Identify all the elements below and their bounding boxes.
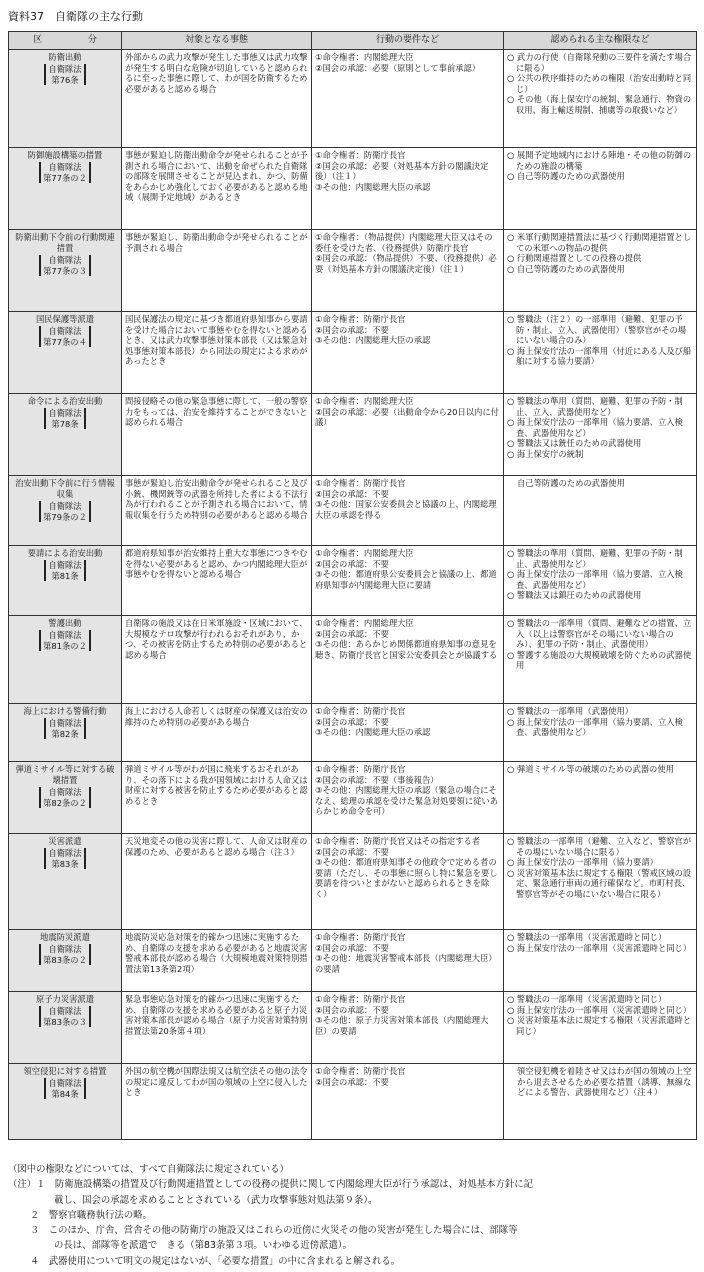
notes-intro: （図中の権限などについては、すべて自衛隊法に規定されている）	[8, 1164, 289, 1175]
requirements-cell	[312, 148, 504, 230]
requirement-item: ①命令権者：内閣総理大臣	[315, 52, 414, 62]
authority-item: ○ 警職法の準用（質問、避難、犯罪の予防・制止、武器使用など）	[507, 548, 693, 569]
note-3-continued: の長は、部隊等を派遣で きる（第83条第３項。いわゆる近傍派遣）。	[54, 1240, 352, 1252]
law-reference	[39, 944, 91, 965]
target-situation-cell: 外部からの武力攻撃が発生した事態又は武力攻撃が発生する明白な危険が切迫していると認められるに至った事態に際して、わが国を防衛するため必要があると認める場合	[122, 50, 312, 148]
note-4-label: ４	[30, 1255, 40, 1267]
target-situation-cell: 外国の航空機が国際法規又は航空法その他の法令の規定に違反してわが国の領域の上空に侵入したとき	[122, 1064, 312, 1140]
law-reference	[44, 408, 85, 429]
requirement-item: ①命令権者：防衛庁長官	[315, 932, 406, 942]
requirement-item: ①命令権者：防衛庁長官	[315, 150, 406, 160]
category-cell	[9, 834, 122, 930]
note-4-text: 武器使用について明文の規定はないが、「必要な措置」の中に含まれると解される。	[48, 1255, 401, 1267]
law-reference	[39, 787, 91, 808]
target-situation-cell: 国民保護法の規定に基づき都道府県知事から要請を受けた場合において事態やむを得ないと認めるとき、又は武力攻撃事態対策本部長（又は緊急対処事態対策本部長）から同法の規定による求めがあったとき	[122, 312, 312, 394]
category-name: 要請による治安出動	[27, 548, 103, 558]
law-reference	[39, 501, 91, 522]
requirements-cell	[312, 546, 504, 616]
table-row	[9, 50, 697, 148]
requirements-cell	[312, 50, 504, 148]
requirement-item: ③その他：地震災害警戒本部長（内閣総理大臣）の要請	[315, 953, 497, 974]
authority-item: ○ 海上保安庁法の一部準用（災害派遣時と同じ）	[507, 943, 693, 954]
authorities-cell	[504, 704, 697, 762]
category-cell	[9, 476, 122, 546]
notes-section	[8, 1162, 698, 1269]
law-article: 第83条の２	[43, 954, 87, 965]
authorities-cell	[504, 834, 697, 930]
authority-item: ○ 警護する施設の大規模破壊を防ぐための武器使用	[507, 650, 693, 671]
law-name: 自衛隊法	[48, 255, 82, 265]
authorities-cell	[504, 50, 697, 148]
authority-item: ○ 海上保安庁法の一部準用（付近にある人及び船舶に対する協力要請）	[507, 346, 693, 367]
law-name: 自衛隊法	[48, 944, 82, 954]
requirements-cell	[312, 704, 504, 762]
requirement-item: ②国会の承認：不要	[315, 488, 389, 499]
category-cell	[9, 230, 122, 312]
authorities-cell	[504, 312, 697, 394]
requirement-item: ①命令権者：内閣総理大臣	[315, 618, 414, 628]
category-name: 弾道ミサイル等に対する破壊措置	[15, 764, 115, 785]
authorities-cell	[504, 476, 697, 546]
category-name: 海上における警備行動	[23, 706, 107, 716]
requirement-item: ③その他：都道府県公安委員会と協議の上、都道府県知事が内閣総理大臣に要請	[315, 569, 497, 590]
requirement-item: ①命令権者：内閣総理大臣	[315, 396, 414, 406]
requirement-item: ②国会の承認：不要	[315, 1004, 389, 1015]
header-requirements: 行動の要件など	[312, 32, 504, 50]
table-row	[9, 148, 697, 230]
target-situation-cell: 弾道ミサイル等がわが国に飛来するおそれがあり、その落下による我が国領域における人命又は財産に対する被害を防止するため必要があると認めるとき	[122, 762, 312, 834]
law-name: 自衛隊法	[48, 1006, 82, 1016]
requirements-cell	[312, 616, 504, 704]
requirement-item: ①命令権者：（物品提供）内閣総理大臣又はその委任を受けた者、（役務提供）防衛庁長官	[315, 232, 493, 253]
authority-item: ○ 警職法の準用（質問、避難、犯罪の予防・制止、立入、武器使用など）	[507, 396, 693, 417]
requirement-item: ①命令権者：防衛庁長官	[315, 1066, 406, 1076]
table-header-row	[9, 32, 697, 50]
requirement-item: ②国会の承認：不要（事後報告）	[315, 774, 439, 785]
law-article: 第77条の３	[43, 265, 87, 276]
category-cell	[9, 616, 122, 704]
law-name: 自衛隊法	[48, 162, 82, 172]
requirement-item: ①命令権者：防衛庁長官	[315, 994, 406, 1004]
header-category-right: 分	[87, 35, 97, 46]
authority-item: ○ 警職法の一部準用（武器使用）	[507, 706, 693, 717]
requirement-item: ③その他：内閣総理大臣の承認	[315, 727, 431, 738]
category-cell	[9, 762, 122, 834]
note-2-label: ２	[30, 1209, 40, 1221]
authorities-cell	[504, 1064, 697, 1140]
authorities-cell	[504, 930, 697, 992]
law-name: 自衛隊法	[48, 501, 82, 511]
target-situation-cell: 天災地変その他の災害に際して、人命又は財産の保護のため、必要があると認める場合（注３）	[122, 834, 312, 930]
authority-item: ○ 災害対策基本法に規定する権限（警戒区域の設定、緊急通行車両の通行確保など。市町村長、警察官等がその場にいない場合に限る）	[507, 868, 693, 900]
authority-item: ○ その他（海上保安庁の統制、緊急通行、物資の収用、海上輸送規制、捕虜等の取扱いなど）	[507, 94, 693, 115]
category-cell	[9, 394, 122, 476]
category-name: 警護出動	[48, 618, 82, 628]
category-name: 地震防災派遣	[40, 932, 90, 942]
requirement-item: ②国会の承認：不要	[315, 1076, 389, 1087]
authority-item: 領空侵犯機を着陸させ又はわが国の領域の上空から退去させるため必要な措置（誘導、無線などによる警告、武器使用など）（注４）	[517, 1066, 692, 1098]
law-article: 第84条	[51, 1088, 79, 1099]
requirement-item: ②国会の承認：不要	[315, 716, 389, 727]
table-row	[9, 762, 697, 834]
requirement-item: ②国会の承認：不要	[315, 558, 389, 569]
authority-item: ○ 警職法の一部準用（質問、避難などの措置、立入（以上は警察官がその場にいない場合のみ）、犯罪の予防・制止、武器使用）	[507, 618, 693, 650]
category-name: 原子力災害派遣	[35, 994, 95, 1004]
authority-item: ○ 海上保安庁の統制	[507, 449, 693, 460]
law-reference	[44, 848, 85, 869]
category-name: 国民保護等派遣	[35, 314, 95, 324]
authority-item: ○ 武力の行使（自衛隊発動の三要件を満たす場合に限る）	[507, 52, 693, 73]
law-name: 自衛隊法	[48, 718, 82, 728]
authority-item: 自己等防護のための武器使用	[517, 478, 625, 488]
requirement-item: ②国会の承認：不要	[315, 942, 389, 953]
requirements-cell	[312, 394, 504, 476]
requirement-item: ②国会の承認：不要	[315, 324, 389, 335]
header-category-left: 区	[33, 35, 43, 46]
requirements-cell	[312, 476, 504, 546]
requirement-item: ①命令権者：防衛庁長官	[315, 706, 406, 716]
target-situation-cell: 都道府県知事が治安維持上重大な事態につきやむを得ない必要があると認め、かつ内閣総理大臣が事態やむを得ないと認める場合	[122, 546, 312, 616]
target-situation-cell: 地震防災応急対策を的確かつ迅速に実施するため、自衛隊の支援を求める必要があると地震災害警戒本部長が認める場合（大規模地震対策特別措置法第13条第2項）	[122, 930, 312, 992]
law-article: 第83条	[51, 858, 79, 869]
law-reference	[39, 326, 91, 347]
target-situation-cell: 事態が緊迫し治安出動命令が発せられること及び小銃、機関銃等の武器を所持した者による不法行為が行われることが予測される場合において、情報収集を行うため特別の必要があると認める場合	[122, 476, 312, 546]
law-reference	[44, 1078, 85, 1099]
table-row	[9, 992, 697, 1064]
category-name: 防衛出動下令前の行動関連措置	[15, 232, 115, 253]
authority-item: ○ 海上保安庁法の一部準用（協力要請）	[507, 857, 693, 868]
requirement-item: ③その他：国家公安委員会と協議の上、内閣総理大臣の承認を得る	[315, 499, 497, 520]
table-row	[9, 616, 697, 704]
table-row	[9, 312, 697, 394]
note-3	[8, 1223, 698, 1238]
authority-item: ○ 警職法又は銃任のための武器使用	[507, 438, 693, 449]
authority-item: ○ 展開予定地域内における陣地・その他の防御のための施設の構築	[507, 150, 693, 171]
law-reference	[39, 255, 91, 276]
law-article: 第77条の２	[43, 172, 87, 183]
law-reference	[39, 162, 91, 183]
requirement-item: ③その他：原子力災害対策本部長（内閣総理大臣）の要請	[315, 1015, 489, 1036]
requirement-item: ③その他：内閣総理大臣の承認（緊急の場合にそなえ、総理の承認を受けた緊急対処要領に従いあらかじめ命令を可）	[315, 785, 499, 817]
target-situation-cell: 事態が緊迫し防衛出動命令が発せられることが予測される場合において、出動を命ぜられた自衛隊の部隊を展開させることが見込まれ、かつ、防備をあらかじめ強化しておく必要があると認める地域（展開予定地域）があるとき	[122, 148, 312, 230]
requirements-cell	[312, 992, 504, 1064]
note-1-text: 防衛施設構築の措置及び行動関連措置としての役務の提供に関して内閣総理大臣が行う承認は、対処基本方針に記	[54, 1179, 534, 1191]
authority-item: ○ 公共の秩序維持のための権限（治安出動時と同じ）	[507, 73, 693, 94]
table-row	[9, 546, 697, 616]
requirements-cell	[312, 1064, 504, 1140]
law-name: 自衛隊法	[48, 408, 82, 418]
authority-item: ○ 警職法（注２）の一部準用（避難、犯罪の予防・制止、立入、武器使用）（警察官がその場にいない場合のみ）	[507, 314, 693, 346]
authority-item: ○ 自己等防護のための武器使用	[507, 264, 693, 275]
requirement-item: ②国会の承認：必要（原則として事前承認）	[315, 62, 481, 73]
category-cell	[9, 930, 122, 992]
authority-item: ○ 海上保安庁法の一部準用（災害派遣時と同じ）	[507, 1005, 693, 1016]
requirement-item: ①命令権者：防衛庁長官	[315, 764, 406, 774]
authorities-cell	[504, 762, 697, 834]
header-category	[9, 32, 122, 50]
authorities-cell	[504, 546, 697, 616]
requirement-item: ①命令権者：防衛庁長官	[315, 478, 406, 488]
note-1-continued: 載し、国会の承認を求めることとされている（武力攻撃事態対処法第９条）。	[54, 1194, 378, 1206]
law-name: 自衛隊法	[48, 64, 82, 74]
law-reference	[44, 64, 85, 85]
authority-item: ○ 警職法の一部準用（避難、立入など、警察官がその場にいない場合に限る）	[507, 836, 693, 857]
category-name: 災害派遣	[48, 836, 82, 846]
authority-item: ○ 弾道ミサイル等の破壊のための武器の使用	[507, 764, 693, 775]
authorities-cell	[504, 616, 697, 704]
requirements-cell	[312, 312, 504, 394]
requirement-item: ②国会の承認：必要（対処基本方針の閣議決定後）（注１）	[315, 160, 489, 182]
category-cell	[9, 1064, 122, 1140]
authority-item: ○ 行動関連措置としての役務の提供	[507, 253, 693, 264]
header-target: 対象となる事態	[122, 32, 312, 50]
requirement-item: ②国会の承認：必要（出動命令から20日以内に付議）	[315, 406, 499, 428]
requirement-item: ③その他：都道府県知事その他政令で定める者の要請（ただし、その事態に照らし特に緊急を要し要請を待ついとまがないと認められるときを除く）	[315, 857, 498, 899]
authorities-cell	[504, 230, 697, 312]
authority-item: ○ 海上保安庁法の一部準用（協力要請、立入検査、武器使用など）	[507, 717, 693, 738]
law-name: 自衛隊法	[48, 630, 82, 640]
requirements-cell	[312, 762, 504, 834]
target-situation-cell: 間接侵略その他の緊急事態に際して、一般の警察力をもっては、治安を維持することができないと認められる場合	[122, 394, 312, 476]
note-4	[8, 1254, 698, 1269]
authority-item: ○ 自己等防護のための武器使用	[507, 171, 693, 182]
law-reference	[44, 560, 85, 581]
authority-item: ○ 海上保安庁法の一部準用（協力要請、立入検査、武器使用など）	[507, 417, 693, 438]
law-name: 自衛隊法	[48, 787, 82, 797]
authorities-cell	[504, 394, 697, 476]
table-body	[9, 50, 697, 1140]
requirement-item: ①命令権者：内閣総理大臣	[315, 548, 414, 558]
table-row	[9, 394, 697, 476]
note-2-text: 警察官職務執行法の略。	[48, 1209, 152, 1221]
target-situation-cell: 自衛隊の施設又は在日米軍施設・区域において、大規模なテロ攻撃が行われるおそれがあり、かつ、その被害を防止するため特別の必要があると認める場合	[122, 616, 312, 704]
requirements-cell	[312, 834, 504, 930]
law-article: 第76条	[51, 74, 79, 85]
category-name: 領空侵犯に対する措置	[23, 1066, 107, 1076]
law-reference	[39, 1006, 91, 1027]
law-name: 自衛隊法	[48, 848, 82, 858]
table-row	[9, 930, 697, 992]
note-1-label: （注）１	[8, 1179, 46, 1191]
note-3-text: このほか、庁舎、営舎その他の防衛庁の施設又はこれらの近傍に火災その他の災害が発生した場合には、部隊等	[48, 1225, 518, 1237]
law-name: 自衛隊法	[48, 560, 82, 570]
target-situation-cell: 事態が緊迫し、防衛出動命令が発せられることが予測される場合	[122, 230, 312, 312]
target-situation-cell: 海上における人命若しくは財産の保護又は治安の維持のため特別の必要がある場合	[122, 704, 312, 762]
law-name: 自衛隊法	[48, 1078, 82, 1088]
category-cell	[9, 148, 122, 230]
requirements-cell	[312, 930, 504, 992]
law-article: 第82条の２	[43, 797, 87, 808]
requirement-item: ②国会の承認：（物品提供）不要、（役務提供）必要（対処基本方針の閣議決定後）（注１）	[315, 253, 497, 274]
table-row	[9, 1064, 697, 1140]
table-row	[9, 834, 697, 930]
category-cell	[9, 312, 122, 394]
requirement-item: ②国会の承認：不要	[315, 846, 389, 857]
law-article: 第79条の２	[43, 511, 87, 522]
requirement-item: ②国会の承認：不要	[315, 628, 389, 639]
law-reference	[39, 630, 91, 651]
document-title: 資料37 自衛隊の主な行動	[8, 10, 143, 23]
law-article: 第82条	[51, 728, 79, 739]
category-cell	[9, 704, 122, 762]
law-article: 第77条の４	[43, 336, 87, 347]
table-row	[9, 704, 697, 762]
category-name: 治安出動下令前に行う情報収集	[15, 478, 115, 499]
target-situation-cell: 緊急事態応急対策を的確かつ迅速に実施するため、自衛隊の支援を求める必要があると原子力災害対策本部長が認める場合（原子力災害対策特別措置法第20条第４項）	[122, 992, 312, 1064]
authorities-cell	[504, 992, 697, 1064]
category-name: 命令による治安出動	[27, 396, 103, 406]
category-name: 防衛出動	[48, 52, 82, 62]
table-row	[9, 230, 697, 312]
authority-item: ○ 警職法又は鎮圧のための武器使用	[507, 590, 693, 601]
note-2	[8, 1208, 698, 1223]
law-article: 第83条の３	[43, 1016, 87, 1027]
table-row	[9, 476, 697, 546]
authority-item: ○ 海上保安庁法の一部準用（協力要請、立入検査、武器使用など）	[507, 569, 693, 590]
law-article: 第78条	[51, 418, 79, 429]
requirement-item: ③その他：内閣総理大臣の承認	[315, 181, 431, 192]
authorities-cell	[504, 148, 697, 230]
category-cell	[9, 992, 122, 1064]
category-name: 防御施設構築の措置	[27, 150, 103, 160]
category-cell	[9, 50, 122, 148]
note-3-label: ３	[30, 1225, 40, 1237]
law-article: 第81条	[51, 570, 79, 581]
note-1	[8, 1177, 698, 1192]
law-reference	[44, 718, 85, 739]
category-cell	[9, 546, 122, 616]
actions-table	[8, 31, 697, 1140]
header-authorities: 認められる主な権限など	[504, 32, 697, 50]
requirement-item: ③その他：あらかじめ関係都道府県知事の意見を聴き、防衛庁長官と国家公安委員会とが協議する	[315, 639, 498, 660]
requirement-item: ③その他：内閣総理大臣の承認	[315, 335, 431, 346]
requirements-cell	[312, 230, 504, 312]
authority-item: ○ 米軍行動関連措置法に基づく行動関連措置としての米軍への物品の提供	[507, 232, 693, 253]
authority-item: ○ 災害対策基本法に規定する権限（災害派遣時と同じ）	[507, 1015, 693, 1036]
authority-item: ○ 警職法の一部準用（災害派遣時と同じ）	[507, 994, 693, 1005]
law-name: 自衛隊法	[48, 326, 82, 336]
law-article: 第81条の２	[43, 640, 87, 651]
requirement-item: ①命令権者：防衛庁長官又はその指定する者	[315, 836, 481, 846]
requirement-item: ①命令権者：防衛庁長官	[315, 314, 406, 324]
authority-item: ○ 警職法の一部準用（災害派遣時と同じ）	[507, 932, 693, 943]
